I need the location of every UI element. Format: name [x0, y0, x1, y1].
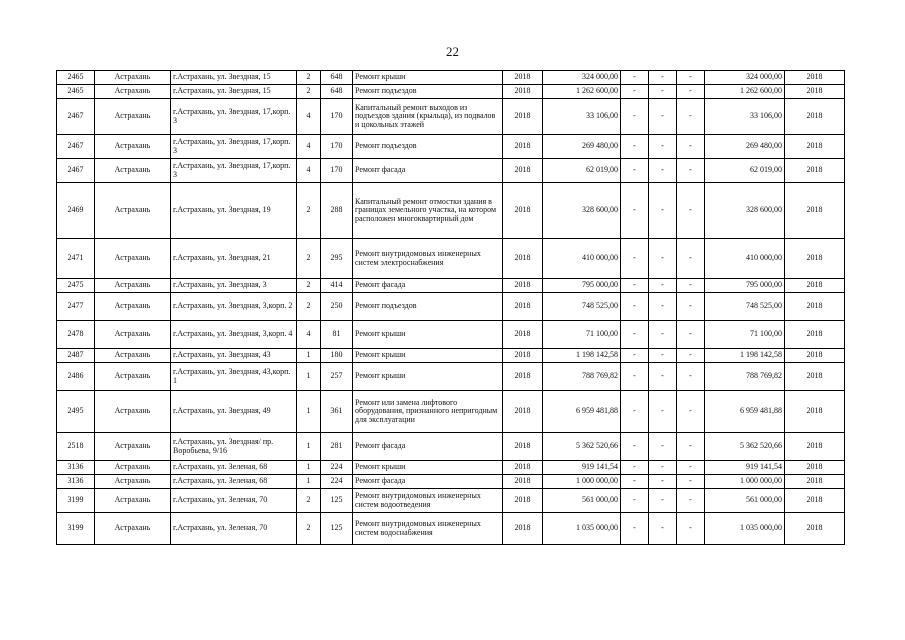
area-cell: 81 — [321, 321, 353, 349]
address-cell: г.Астрахань, ул. Звездная, 3,корп. 2 — [171, 293, 297, 321]
table-row — [57, 293, 845, 321]
area-cell: 414 — [321, 279, 353, 293]
dash-cell: - — [621, 475, 649, 489]
address-cell: г.Астрахань, ул. Зеленая, 70 — [171, 489, 297, 513]
work-type-cell: Ремонт подъездов — [353, 85, 503, 99]
year-cell: 2018 — [503, 159, 543, 183]
dash-cell: - — [677, 99, 705, 135]
end-year-cell: 2018 — [785, 513, 845, 545]
end-year-cell: 2018 — [785, 433, 845, 461]
dash-cell: - — [621, 293, 649, 321]
end-year-cell: 2018 — [785, 71, 845, 85]
dash-cell: - — [649, 475, 677, 489]
work-type-cell: Ремонт фасада — [353, 475, 503, 489]
amount-cell: 795 000,00 — [543, 279, 621, 293]
dash-cell: - — [677, 279, 705, 293]
row-id: 3199 — [57, 513, 95, 545]
year-cell: 2018 — [503, 433, 543, 461]
row-id: 3136 — [57, 475, 95, 489]
dash-cell: - — [649, 489, 677, 513]
address-cell: г.Астрахань, ул. Звездная/ пр. Воробьева, 9/16 — [171, 433, 297, 461]
dash-cell: - — [677, 461, 705, 475]
row-id: 2478 — [57, 321, 95, 349]
address-cell: г.Астрахань, ул. Звездная, 15 — [171, 85, 297, 99]
row-id: 2467 — [57, 159, 95, 183]
row-id: 3136 — [57, 461, 95, 475]
table-row — [57, 433, 845, 461]
table-row — [57, 489, 845, 513]
city-cell: Астрахань — [95, 433, 171, 461]
year-cell: 2018 — [503, 279, 543, 293]
end-year-cell: 2018 — [785, 349, 845, 363]
floors-cell: 4 — [297, 135, 321, 159]
table-row — [57, 71, 845, 85]
dash-cell: - — [677, 349, 705, 363]
dash-cell: - — [677, 321, 705, 349]
dash-cell: - — [649, 391, 677, 433]
year-cell: 2018 — [503, 135, 543, 159]
work-type-cell: Ремонт подъездов — [353, 293, 503, 321]
dash-cell: - — [621, 391, 649, 433]
year-cell: 2018 — [503, 85, 543, 99]
address-cell: г.Астрахань, ул. Звездная, 3,корп. 4 — [171, 321, 297, 349]
dash-cell: - — [649, 349, 677, 363]
dash-cell: - — [677, 391, 705, 433]
dash-cell: - — [649, 159, 677, 183]
dash-cell: - — [649, 135, 677, 159]
dash-cell: - — [649, 363, 677, 391]
table-row — [57, 99, 845, 135]
table-row — [57, 135, 845, 159]
year-cell: 2018 — [503, 363, 543, 391]
row-id: 2465 — [57, 85, 95, 99]
row-id: 3199 — [57, 489, 95, 513]
end-year-cell: 2018 — [785, 489, 845, 513]
work-type-cell: Капитальный ремонт отмостки здания в границах земельного участка, на котором расположен многоквартирный дом — [353, 183, 503, 239]
end-year-cell: 2018 — [785, 363, 845, 391]
row-id: 2465 — [57, 71, 95, 85]
dash-cell: - — [677, 475, 705, 489]
city-cell: Астрахань — [95, 71, 171, 85]
table-row — [57, 391, 845, 433]
amount-cell: 788 769,82 — [543, 363, 621, 391]
address-cell: г.Астрахань, ул. Звездная, 21 — [171, 239, 297, 279]
end-year-cell: 2018 — [785, 239, 845, 279]
table-row — [57, 279, 845, 293]
dash-cell: - — [677, 71, 705, 85]
amount-cell: 33 106,00 — [543, 99, 621, 135]
work-type-cell: Ремонт или замена лифтового оборудования, признанного непригодным для эксплуатации — [353, 391, 503, 433]
year-cell: 2018 — [503, 293, 543, 321]
area-cell: 295 — [321, 239, 353, 279]
year-cell: 2018 — [503, 239, 543, 279]
area-cell: 648 — [321, 71, 353, 85]
dash-cell: - — [649, 293, 677, 321]
row-id: 2467 — [57, 135, 95, 159]
table-row — [57, 321, 845, 349]
area-cell: 224 — [321, 461, 353, 475]
address-cell: г.Астрахань, ул. Зеленая, 68 — [171, 461, 297, 475]
area-cell: 125 — [321, 489, 353, 513]
total-cell: 561 000,00 — [705, 489, 785, 513]
dash-cell: - — [649, 321, 677, 349]
city-cell: Астрахань — [95, 489, 171, 513]
dash-cell: - — [649, 71, 677, 85]
year-cell: 2018 — [503, 99, 543, 135]
table-row — [57, 183, 845, 239]
dash-cell: - — [677, 183, 705, 239]
total-cell: 324 000,00 — [705, 71, 785, 85]
dash-cell: - — [621, 461, 649, 475]
area-cell: 281 — [321, 433, 353, 461]
floors-cell: 2 — [297, 85, 321, 99]
row-id: 2477 — [57, 293, 95, 321]
floors-cell: 2 — [297, 279, 321, 293]
end-year-cell: 2018 — [785, 321, 845, 349]
amount-cell: 748 525,00 — [543, 293, 621, 321]
area-cell: 180 — [321, 349, 353, 363]
floors-cell: 4 — [297, 159, 321, 183]
work-type-cell: Ремонт крыши — [353, 71, 503, 85]
total-cell: 1 035 000,00 — [705, 513, 785, 545]
dash-cell: - — [621, 183, 649, 239]
floors-cell: 4 — [297, 99, 321, 135]
row-id: 2518 — [57, 433, 95, 461]
year-cell: 2018 — [503, 183, 543, 239]
address-cell: г.Астрахань, ул. Звездная, 3 — [171, 279, 297, 293]
dash-cell: - — [621, 135, 649, 159]
amount-cell: 1 000 000,00 — [543, 475, 621, 489]
row-id: 2471 — [57, 239, 95, 279]
total-cell: 748 525,00 — [705, 293, 785, 321]
dash-cell: - — [621, 321, 649, 349]
row-id: 2495 — [57, 391, 95, 433]
dash-cell: - — [677, 159, 705, 183]
dash-cell: - — [621, 363, 649, 391]
work-type-cell: Ремонт внутридомовых инженерных систем водоотведения — [353, 489, 503, 513]
floors-cell: 2 — [297, 513, 321, 545]
dash-cell: - — [621, 99, 649, 135]
address-cell: г.Астрахань, ул. Звездная, 19 — [171, 183, 297, 239]
row-id: 2487 — [57, 349, 95, 363]
work-type-cell: Ремонт внутридомовых инженерных систем водоснабжения — [353, 513, 503, 545]
work-type-cell: Ремонт подъездов — [353, 135, 503, 159]
area-cell: 361 — [321, 391, 353, 433]
city-cell: Астрахань — [95, 135, 171, 159]
total-cell: 919 141,54 — [705, 461, 785, 475]
work-type-cell: Ремонт крыши — [353, 363, 503, 391]
floors-cell: 2 — [297, 293, 321, 321]
total-cell: 269 480,00 — [705, 135, 785, 159]
amount-cell: 328 600,00 — [543, 183, 621, 239]
dash-cell: - — [649, 183, 677, 239]
city-cell: Астрахань — [95, 349, 171, 363]
amount-cell: 919 141,54 — [543, 461, 621, 475]
city-cell: Астрахань — [95, 321, 171, 349]
area-cell: 257 — [321, 363, 353, 391]
address-cell: г.Астрахань, ул. Звездная, 43,корп. 1 — [171, 363, 297, 391]
work-type-cell: Ремонт фасада — [353, 159, 503, 183]
total-cell: 328 600,00 — [705, 183, 785, 239]
end-year-cell: 2018 — [785, 461, 845, 475]
dash-cell: - — [621, 279, 649, 293]
dash-cell: - — [621, 159, 649, 183]
dash-cell: - — [649, 433, 677, 461]
amount-cell: 71 100,00 — [543, 321, 621, 349]
dash-cell: - — [621, 349, 649, 363]
floors-cell: 2 — [297, 489, 321, 513]
city-cell: Астрахань — [95, 363, 171, 391]
dash-cell: - — [677, 135, 705, 159]
year-cell: 2018 — [503, 461, 543, 475]
address-cell: г.Астрахань, ул. Звездная, 43 — [171, 349, 297, 363]
floors-cell: 1 — [297, 475, 321, 489]
dash-cell: - — [677, 85, 705, 99]
year-cell: 2018 — [503, 391, 543, 433]
address-cell: г.Астрахань, ул. Зеленая, 70 — [171, 513, 297, 545]
end-year-cell: 2018 — [785, 159, 845, 183]
table-row — [57, 159, 845, 183]
floors-cell: 1 — [297, 461, 321, 475]
city-cell: Астрахань — [95, 293, 171, 321]
address-cell: г.Астрахань, ул. Звездная, 17,корп. 3 — [171, 99, 297, 135]
floors-cell: 1 — [297, 349, 321, 363]
table-body — [57, 71, 845, 545]
work-type-cell: Капитальный ремонт выходов из подъездов здания (крыльца), из подвалов и цокольных этажей — [353, 99, 503, 135]
total-cell: 5 362 520,66 — [705, 433, 785, 461]
city-cell: Астрахань — [95, 279, 171, 293]
end-year-cell: 2018 — [785, 293, 845, 321]
year-cell: 2018 — [503, 321, 543, 349]
table-row — [57, 239, 845, 279]
dash-cell: - — [677, 513, 705, 545]
amount-cell: 1 198 142,58 — [543, 349, 621, 363]
area-cell: 170 — [321, 135, 353, 159]
address-cell: г.Астрахань, ул. Звездная, 49 — [171, 391, 297, 433]
total-cell: 33 106,00 — [705, 99, 785, 135]
work-type-cell: Ремонт фасада — [353, 279, 503, 293]
city-cell: Астрахань — [95, 391, 171, 433]
page-number: 22 — [446, 44, 459, 59]
amount-cell: 410 000,00 — [543, 239, 621, 279]
area-cell: 125 — [321, 513, 353, 545]
end-year-cell: 2018 — [785, 391, 845, 433]
work-type-cell: Ремонт фасада — [353, 433, 503, 461]
year-cell: 2018 — [503, 513, 543, 545]
floors-cell: 4 — [297, 321, 321, 349]
dash-cell: - — [649, 85, 677, 99]
amount-cell: 1 035 000,00 — [543, 513, 621, 545]
year-cell: 2018 — [503, 489, 543, 513]
address-cell: г.Астрахань, ул. Зеленая, 68 — [171, 475, 297, 489]
area-cell: 170 — [321, 99, 353, 135]
address-cell: г.Астрахань, ул. Звездная, 17,корп. 3 — [171, 159, 297, 183]
area-cell: 170 — [321, 159, 353, 183]
year-cell: 2018 — [503, 475, 543, 489]
amount-cell: 62 019,00 — [543, 159, 621, 183]
work-type-cell: Ремонт крыши — [353, 321, 503, 349]
row-id: 2469 — [57, 183, 95, 239]
amount-cell: 6 959 481,88 — [543, 391, 621, 433]
dash-cell: - — [621, 489, 649, 513]
row-id: 2467 — [57, 99, 95, 135]
table-row — [57, 363, 845, 391]
dash-cell: - — [677, 239, 705, 279]
area-cell: 648 — [321, 85, 353, 99]
area-cell: 288 — [321, 183, 353, 239]
table-row — [57, 349, 845, 363]
floors-cell: 1 — [297, 391, 321, 433]
dash-cell: - — [677, 489, 705, 513]
city-cell: Астрахань — [95, 159, 171, 183]
total-cell: 71 100,00 — [705, 321, 785, 349]
floors-cell: 1 — [297, 433, 321, 461]
dash-cell: - — [677, 363, 705, 391]
city-cell: Астрахань — [95, 461, 171, 475]
total-cell: 6 959 481,88 — [705, 391, 785, 433]
dash-cell: - — [649, 461, 677, 475]
dash-cell: - — [649, 279, 677, 293]
work-type-cell: Ремонт внутридомовых инженерных систем электроснабжения — [353, 239, 503, 279]
work-type-cell: Ремонт крыши — [353, 349, 503, 363]
dash-cell: - — [677, 293, 705, 321]
floors-cell: 2 — [297, 71, 321, 85]
total-cell: 62 019,00 — [705, 159, 785, 183]
total-cell: 410 000,00 — [705, 239, 785, 279]
dash-cell: - — [621, 513, 649, 545]
year-cell: 2018 — [503, 349, 543, 363]
repair-program-table — [56, 70, 845, 545]
table-row — [57, 513, 845, 545]
row-id: 2486 — [57, 363, 95, 391]
table-row — [57, 85, 845, 99]
total-cell: 788 769,82 — [705, 363, 785, 391]
dash-cell: - — [649, 239, 677, 279]
dash-cell: - — [621, 71, 649, 85]
city-cell: Астрахань — [95, 85, 171, 99]
dash-cell: - — [677, 433, 705, 461]
floors-cell: 2 — [297, 239, 321, 279]
city-cell: Астрахань — [95, 239, 171, 279]
city-cell: Астрахань — [95, 513, 171, 545]
row-id: 2475 — [57, 279, 95, 293]
end-year-cell: 2018 — [785, 99, 845, 135]
city-cell: Астрахань — [95, 475, 171, 489]
table-row — [57, 475, 845, 489]
dash-cell: - — [621, 85, 649, 99]
amount-cell: 269 480,00 — [543, 135, 621, 159]
city-cell: Астрахань — [95, 183, 171, 239]
amount-cell: 561 000,00 — [543, 489, 621, 513]
total-cell: 1 000 000,00 — [705, 475, 785, 489]
floors-cell: 2 — [297, 183, 321, 239]
total-cell: 1 262 600,00 — [705, 85, 785, 99]
end-year-cell: 2018 — [785, 183, 845, 239]
amount-cell: 1 262 600,00 — [543, 85, 621, 99]
address-cell: г.Астрахань, ул. Звездная, 17,корп. 3 — [171, 135, 297, 159]
floors-cell: 1 — [297, 363, 321, 391]
table-row — [57, 461, 845, 475]
amount-cell: 324 000,00 — [543, 71, 621, 85]
year-cell: 2018 — [503, 71, 543, 85]
area-cell: 224 — [321, 475, 353, 489]
dash-cell: - — [621, 239, 649, 279]
dash-cell: - — [621, 433, 649, 461]
end-year-cell: 2018 — [785, 475, 845, 489]
dash-cell: - — [649, 99, 677, 135]
work-type-cell: Ремонт крыши — [353, 461, 503, 475]
area-cell: 250 — [321, 293, 353, 321]
amount-cell: 5 362 520,66 — [543, 433, 621, 461]
address-cell: г.Астрахань, ул. Звездная, 15 — [171, 71, 297, 85]
end-year-cell: 2018 — [785, 135, 845, 159]
city-cell: Астрахань — [95, 99, 171, 135]
dash-cell: - — [649, 513, 677, 545]
total-cell: 795 000,00 — [705, 279, 785, 293]
total-cell: 1 198 142,58 — [705, 349, 785, 363]
end-year-cell: 2018 — [785, 279, 845, 293]
end-year-cell: 2018 — [785, 85, 845, 99]
